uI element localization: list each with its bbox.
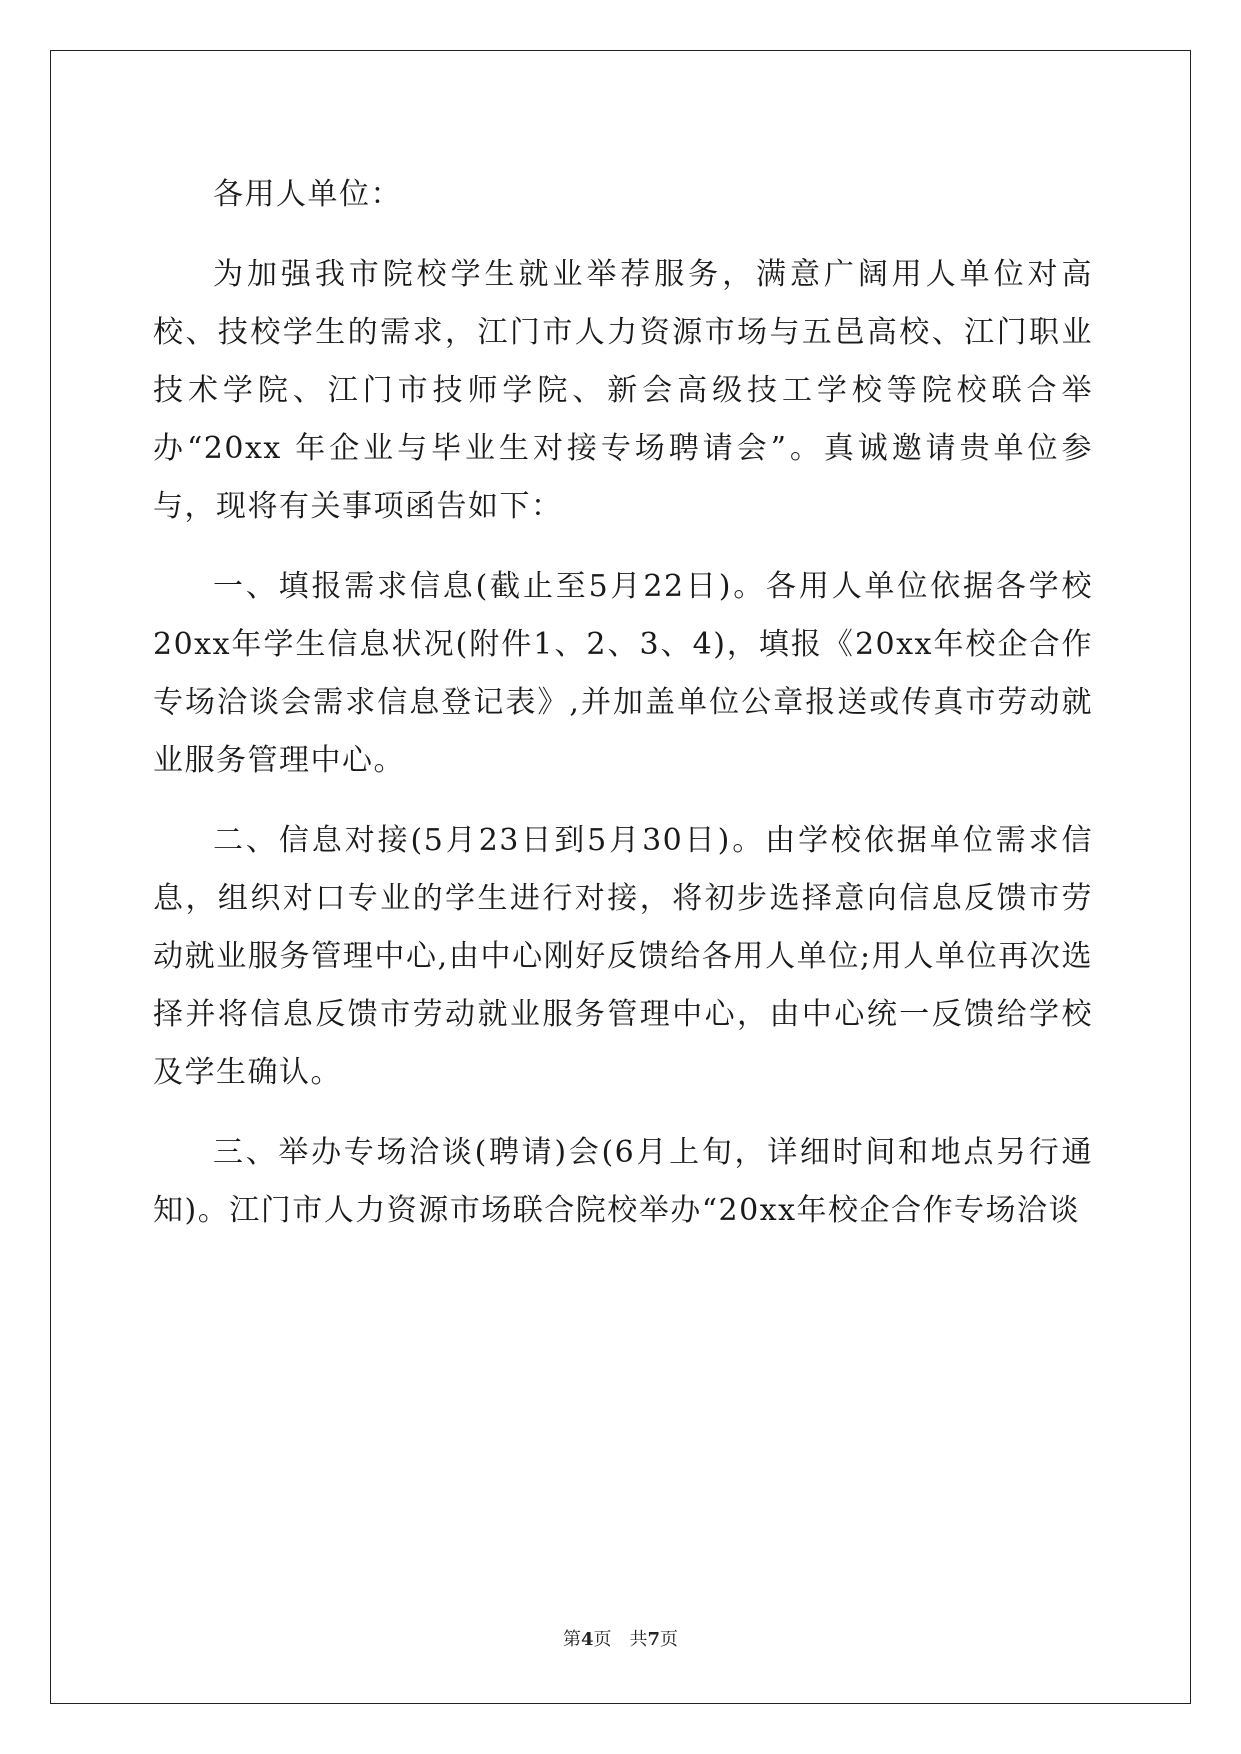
page-mid-text: 页 共 [593,1629,648,1650]
paragraph-item-one: 一、填报需求信息(截止至5月22日)。各用人单位依据各学校20xx年学生信息状况(附件1、2、3、4)，填报《20xx年校企合作专场洽谈会需求信息登记表》,并加盖单位公章报送或传真市劳动就业服务管理中心。 [153,569,1093,778]
page-prefix: 第 [562,1629,581,1650]
paragraph-item-three: 三、举办专场洽谈(聘请)会(6月上旬，详细时间和地点另行通知)。江门市人力资源市场联合院校举办“20xx年校企合作专场洽谈 [153,1135,1093,1228]
paragraph-item-two: 二、信息对接(5月23日到5月30日)。由学校依据单位需求信息，组织对口专业的学生进行对接，将初步选择意向信息反馈市劳动就业服务管理中心,由中心刚好反馈给各用人单位;用人单位再次选择并将信息反馈市劳动就业服务管理中心，由中心统一反馈给学校及学生确认。 [153,823,1093,1090]
document-body [153,166,1093,1240]
salutation: 各用人单位： [213,177,402,212]
page-suffix: 页 [660,1629,679,1650]
paragraph-intro: 为加强我市院校学生就业举荐服务，满意广阔用人单位对高校、技校学生的需求，江门市人力资源市场与五邑高校、江门职业技术学院、江门市技师学院、新会高级技工学校等院校联合举办“20xx 年企业与毕业生对接专场聘请会”。真诚邀请贵单位参与，现将有关事项函告如下： [153,257,1093,524]
current-page-number: 4 [580,1629,594,1650]
total-page-number: 7 [647,1629,661,1650]
page-number-footer [0,1625,1241,1651]
